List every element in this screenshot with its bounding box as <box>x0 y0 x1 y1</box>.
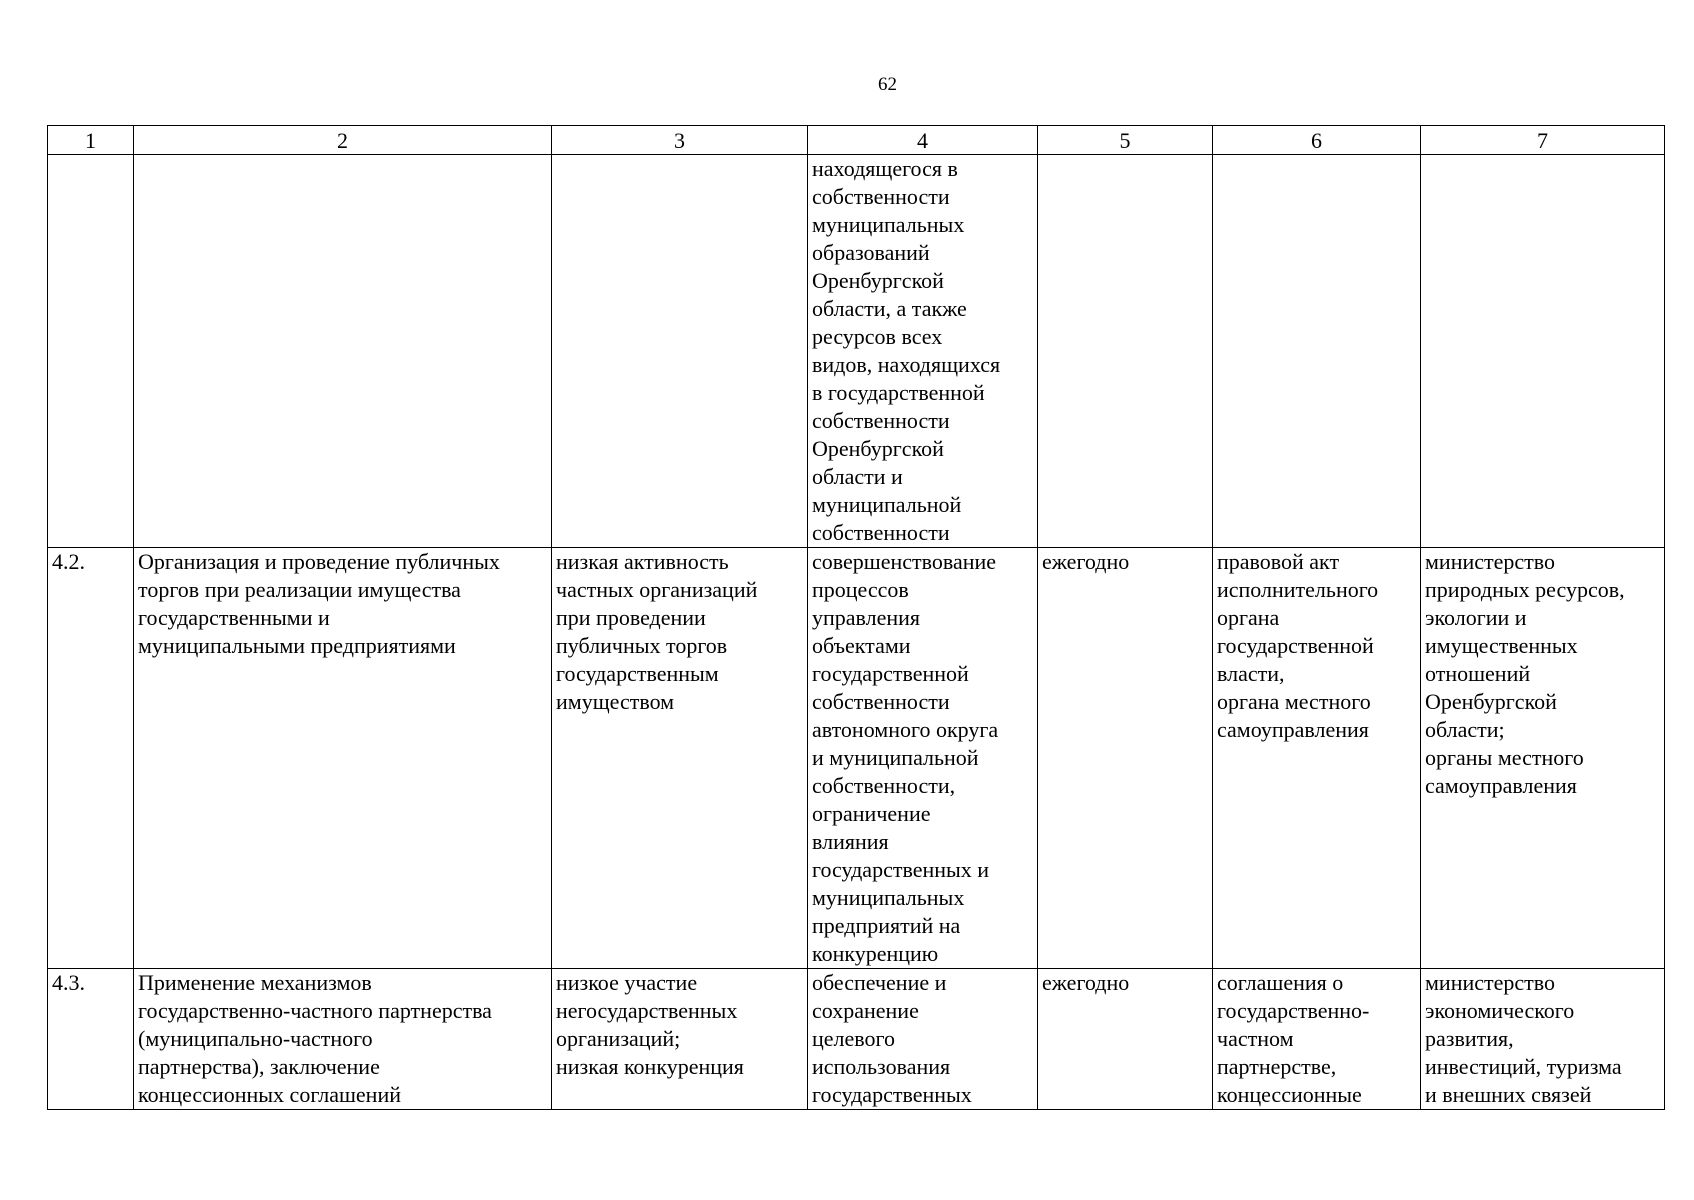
cell-text-line: сохранение <box>812 998 919 1023</box>
cell-text-line: Организация и проведение публичных <box>138 549 500 574</box>
cell-text-line: исполнительного <box>1217 577 1379 602</box>
cell-text-line: экологии и <box>1425 605 1527 630</box>
cell-text-line: государственной <box>812 661 969 686</box>
cell-text-line: государственно- <box>1217 998 1370 1023</box>
cell-text-line: государственных <box>812 1082 972 1107</box>
cell-text-line: органы местного <box>1425 745 1584 770</box>
cell-text-line: (муниципально-частного <box>138 1026 373 1051</box>
column-header: 3 <box>552 126 808 155</box>
table-cell <box>1421 155 1665 548</box>
item-number-cell <box>48 969 134 1110</box>
column-header: 7 <box>1421 126 1665 155</box>
cell-text-line: находящегося в <box>812 156 958 181</box>
table-cell <box>808 155 1038 548</box>
cell-text-line: собственности <box>812 408 950 433</box>
cell-text-line: правовой акт <box>1217 549 1340 574</box>
cell-text-line: природных ресурсов, <box>1425 577 1625 602</box>
cell-text-line: концессионных соглашений <box>138 1082 402 1107</box>
cell-text-line: 4.2. <box>52 549 85 574</box>
cell-text-line: низкая активность <box>556 549 729 574</box>
cell-text-line: Оренбургской <box>812 268 944 293</box>
cell-text-line: в государственной <box>812 380 985 405</box>
cell-text-line: собственности <box>812 184 950 209</box>
cell-text-line: конкуренцию <box>812 941 939 966</box>
cell-text-line: власти, <box>1217 661 1285 686</box>
cell-text-line: муниципальной <box>812 492 962 517</box>
cell-text-line: муниципальных <box>812 212 965 237</box>
cell-text-line: низкая конкуренция <box>556 1054 744 1079</box>
table-cell <box>134 155 552 548</box>
table-cell <box>1421 548 1665 969</box>
table-cell <box>808 969 1038 1110</box>
document-table <box>47 125 1665 1110</box>
cell-text-line: партнерстве, <box>1217 1054 1337 1079</box>
table-cell <box>552 548 808 969</box>
cell-text-line: муниципальными предприятиями <box>138 633 456 658</box>
cell-text-line: организаций; <box>556 1026 681 1051</box>
cell-text-line: области, а также <box>812 296 967 321</box>
cell-text-line: собственности, <box>812 773 956 798</box>
column-header: 2 <box>134 126 552 155</box>
item-number-cell <box>48 548 134 969</box>
cell-text-line: государственно-частного партнерства <box>138 998 492 1023</box>
cell-text-line: совершенствование <box>812 549 997 574</box>
cell-text-line: видов, находящихся <box>812 352 1001 377</box>
column-header: 1 <box>48 126 134 155</box>
table-cell <box>1213 155 1421 548</box>
cell-text-line: процессов <box>812 577 909 602</box>
table-cell <box>552 969 808 1110</box>
cell-text-line: отношений <box>1425 661 1531 686</box>
cell-text-line: Оренбургской <box>812 436 944 461</box>
cell-text-line: и муниципальной <box>812 745 979 770</box>
cell-text-line: экономического <box>1425 998 1575 1023</box>
cell-text-line: партнерства), заключение <box>138 1054 380 1079</box>
table-cell <box>1213 548 1421 969</box>
cell-text-line: министерство <box>1425 549 1556 574</box>
cell-text-line: ежегодно <box>1042 970 1130 995</box>
table-cell <box>1421 969 1665 1110</box>
cell-text-line: образований <box>812 240 930 265</box>
cell-text-line: развития, <box>1425 1026 1514 1051</box>
cell-text-line: самоуправления <box>1425 773 1577 798</box>
cell-text-line: государственных и <box>812 857 990 882</box>
table-header-row <box>48 126 1665 155</box>
table-cell <box>48 155 134 548</box>
cell-text-line: государственной <box>1217 633 1374 658</box>
cell-text-line: ограничение <box>812 801 931 826</box>
cell-text-line: использования <box>812 1054 951 1079</box>
cell-text-line: автономного округа <box>812 717 999 742</box>
cell-text-line: при проведении <box>556 605 706 630</box>
cell-text-line: предприятий на <box>812 913 961 938</box>
cell-text-line: муниципальных <box>812 885 965 910</box>
table-cell <box>1213 969 1421 1110</box>
cell-text-line: государственным <box>556 661 719 686</box>
cell-text-line: инвестиций, туризма <box>1425 1054 1622 1079</box>
cell-text-line: имущественных <box>1425 633 1578 658</box>
cell-text-line: органа <box>1217 605 1280 630</box>
cell-text-line: объектами <box>812 633 911 658</box>
column-header: 4 <box>808 126 1038 155</box>
cell-text-line: низкое участие <box>556 970 698 995</box>
cell-text-line: собственности <box>812 520 950 545</box>
cell-text-line: влияния <box>812 829 889 854</box>
table-row <box>48 155 1665 548</box>
column-header: 5 <box>1038 126 1213 155</box>
table-cell <box>808 548 1038 969</box>
cell-text-line: публичных торгов <box>556 633 728 658</box>
cell-text-line: государственными и <box>138 605 330 630</box>
cell-text-line: частном <box>1217 1026 1294 1051</box>
cell-text-line: имуществом <box>556 689 675 714</box>
cell-text-line: частных организаций <box>556 577 758 602</box>
table-cell <box>1038 548 1213 969</box>
table-cell <box>552 155 808 548</box>
cell-text-line: ежегодно <box>1042 549 1130 574</box>
page-number: 62 <box>878 74 897 95</box>
cell-text-line: торгов при реализации имущества <box>138 577 461 602</box>
table-row <box>48 548 1665 969</box>
cell-text-line: Оренбургской <box>1425 689 1557 714</box>
cell-text-line: 4.3. <box>52 970 85 995</box>
cell-text-line: самоуправления <box>1217 717 1369 742</box>
table-row <box>48 969 1665 1110</box>
cell-text-line: ресурсов всех <box>812 324 943 349</box>
cell-text-line: и внешних связей <box>1425 1082 1592 1107</box>
cell-text-line: органа местного <box>1217 689 1371 714</box>
cell-text-line: концессионные <box>1217 1082 1362 1107</box>
cell-text-line: собственности <box>812 689 950 714</box>
cell-text-line: министерство <box>1425 970 1556 995</box>
cell-text-line: управления <box>812 605 921 630</box>
cell-text-line: соглашения о <box>1217 970 1344 995</box>
cell-text-line: негосударственных <box>556 998 738 1023</box>
cell-text-line: области; <box>1425 717 1505 742</box>
table-cell <box>134 548 552 969</box>
cell-text-line: обеспечение и <box>812 970 947 995</box>
table-cell <box>1038 969 1213 1110</box>
column-header: 6 <box>1213 126 1421 155</box>
cell-text-line: области и <box>812 464 903 489</box>
table-cell <box>134 969 552 1110</box>
cell-text-line: целевого <box>812 1026 895 1051</box>
table-cell <box>1038 155 1213 548</box>
cell-text-line: Применение механизмов <box>138 970 372 995</box>
